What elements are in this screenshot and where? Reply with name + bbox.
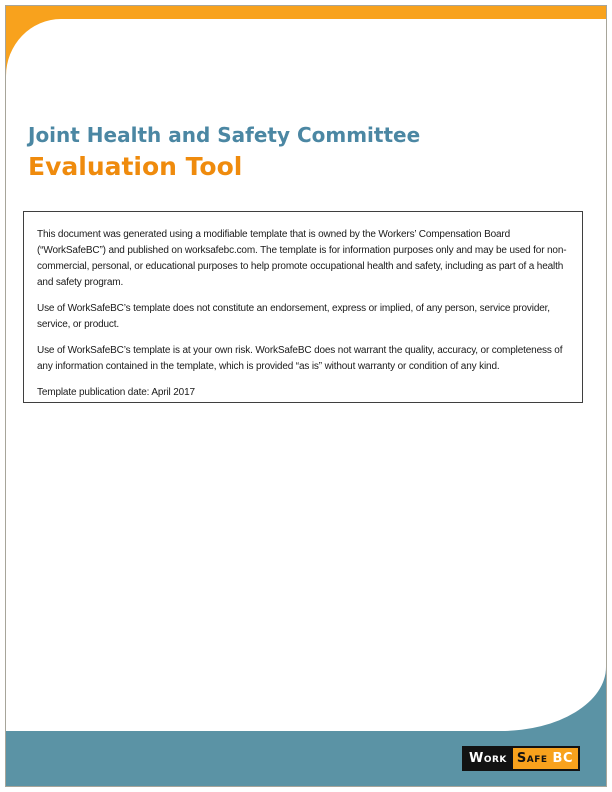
- logo-work-text: Work: [464, 748, 513, 769]
- page-subtitle: Evaluation Tool: [28, 152, 243, 181]
- disclaimer-paragraph: Use of WorkSafeBC’s template does not constitute an endorsement, express or implied, of any person, service provider, service, or product.: [37, 303, 550, 330]
- title-block: [28, 123, 420, 182]
- disclaimer-paragraph: Use of WorkSafeBC’s template is at your own risk. WorkSafeBC does not warrant the quality, accuracy, or completeness of any information contained in the template, which is provided “as is” without warranty or condition of any kind.: [37, 345, 563, 372]
- worksafebc-logo: [462, 746, 580, 771]
- page-title: Joint Health and Safety Committee: [28, 123, 421, 147]
- disclaimer-box: [23, 211, 583, 403]
- disclaimer-paragraph: This document was generated using a modifiable template that is owned by the Workers’ Compensation Board (“WorkSafeBC”) and published on worksafebc.com. The template is for information purposes only and may be used for non-commercial, personal, or educational purposes to help promote occupational health and safety, including as part of a health and safety program.: [37, 229, 567, 288]
- logo-safe-text: Safe: [516, 751, 548, 766]
- publication-date: Template publication date: April 2017: [37, 387, 195, 398]
- header-band-rounded-corner: [6, 19, 606, 76]
- footer-band-rounded-corner: [6, 667, 606, 731]
- logo-safe-section: [513, 748, 578, 769]
- logo-bc-text: BC: [552, 751, 573, 766]
